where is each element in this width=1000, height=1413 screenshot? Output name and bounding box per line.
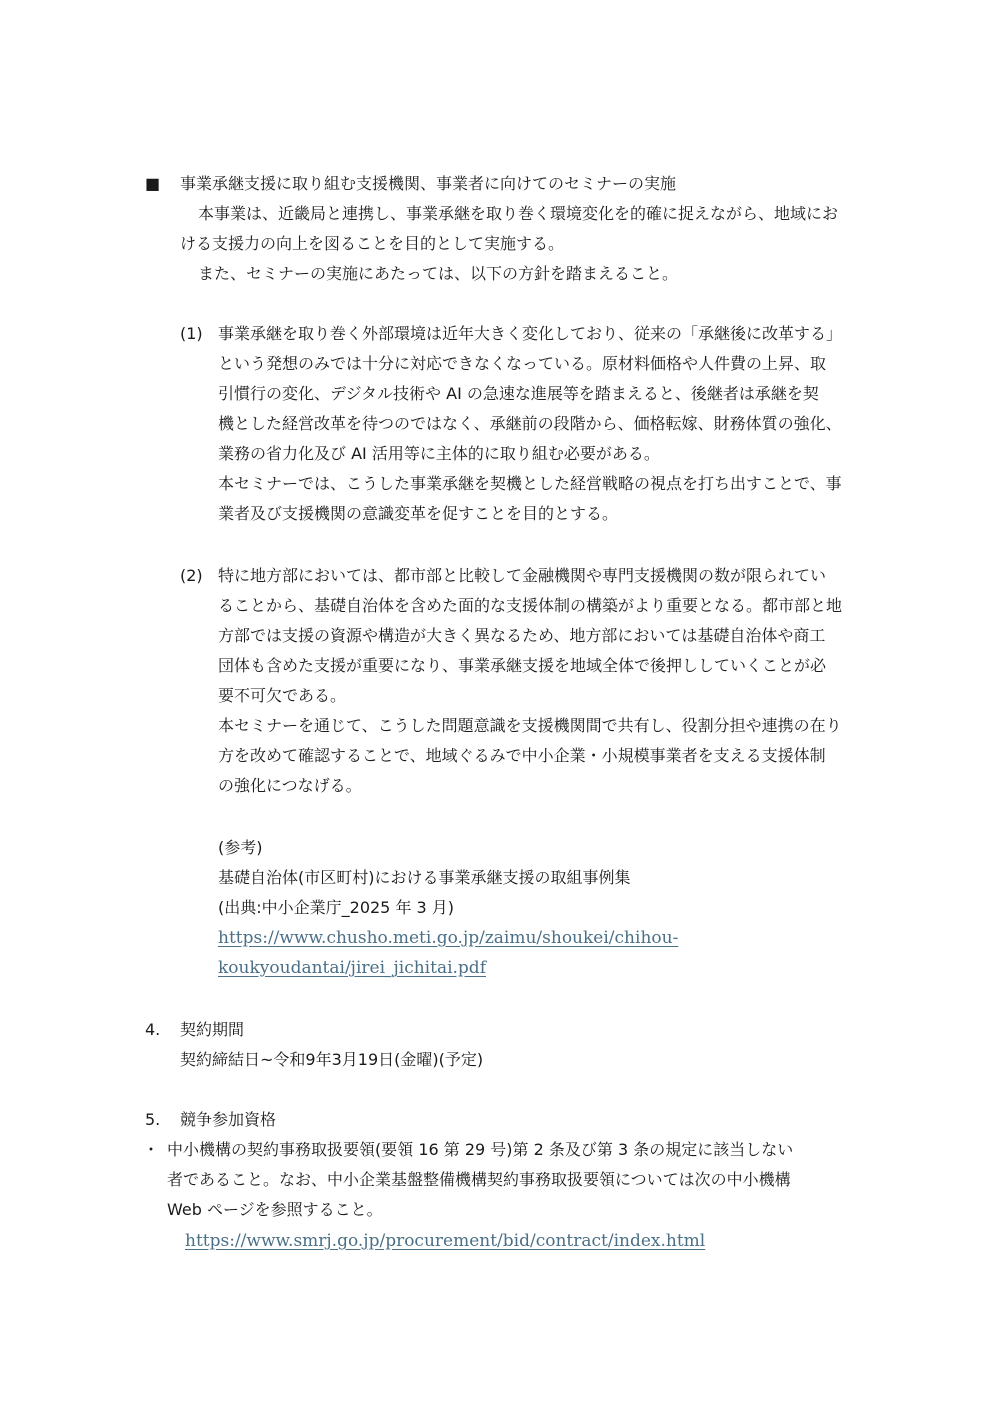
item2-line-8: の強化につなげる。 bbox=[218, 776, 362, 795]
section4-heading: 契約期間 bbox=[180, 1020, 245, 1039]
item2-line-6: 本セミナーを通じて、こうした問題意識を支援機関間で共有し、役割分担や連携の在り bbox=[218, 716, 842, 735]
contract-period-text: 契約締結日~令和9年3月19日(金曜)(予定) bbox=[180, 1050, 484, 1069]
item2-line-7: 方を改めて確認することで、地域ぐるみで中小企業・小規模事業者を支える支援体制 bbox=[218, 746, 826, 765]
item2-line-4: 団体も含めた支援が重要になり、事業承継支援を地域全体で後押ししていくことが必 bbox=[218, 656, 827, 675]
item1-line-5: 業務の省力化及び AI 活用等に主体的に取り組む必要がある。 bbox=[218, 444, 660, 463]
intro-line-1: 本事業は、近畿局と連携し、事業承継を取り巻く環境変化を的確に捉えながら、地域にお bbox=[198, 204, 839, 223]
item1-line-4: 機とした経営改革を待つのではなく、承継前の段階から、価格転嫁、財務体質の強化、 bbox=[218, 414, 842, 433]
item1-line-2: という発想のみでは十分に対応できなくなっている。原材料価格や人件費の上昇、取 bbox=[218, 354, 827, 373]
item1-marker: (1) bbox=[180, 324, 203, 343]
reference-link-part-1[interactable]: https://www.chusho.meti.go.jp/zaimu/shoukei/chihou- bbox=[218, 928, 679, 948]
reference-link-part-2[interactable]: koukyoudantai/jirei_jichitai.pdf bbox=[218, 958, 486, 978]
item2-marker: (2) bbox=[180, 566, 203, 585]
eligibility-line-2: 者であること。なお、中小企業基盤整備機構契約事務取扱要領については次の中小機構 bbox=[167, 1170, 791, 1189]
seminar-heading: 事業承継支援に取り組む支援機関、事業者に向けてのセミナーの実施 bbox=[180, 174, 677, 193]
reference-label: (参考) bbox=[218, 838, 263, 857]
section5-heading: 競争参加資格 bbox=[180, 1110, 277, 1129]
contract-rules-link[interactable]: https://www.smrj.go.jp/procurement/bid/contract/index.html bbox=[185, 1231, 706, 1251]
item1-line-3: 引慣行の変化、デジタル技術や AI の急速な進展等を踏まえると、後継者は承継を契 bbox=[218, 384, 819, 403]
intro-line-3: また、セミナーの実施にあたっては、以下の方針を踏まえること。 bbox=[198, 264, 679, 283]
item1-line-7: 業者及び支援機関の意識変革を促すことを目的とする。 bbox=[218, 504, 619, 523]
square-bullet-icon: ■ bbox=[145, 174, 161, 193]
reference-source: (出典:中小企業庁_2025 年 3 月) bbox=[218, 898, 455, 917]
item1-line-1: 事業承継を取り巻く外部環境は近年大きく変化しており、従来の「承継後に改革する」 bbox=[218, 324, 843, 343]
reference-title: 基礎自治体(市区町村)における事業承継支援の取組事例集 bbox=[218, 868, 631, 887]
item1-line-6: 本セミナーでは、こうした事業承継を契機とした経営戦略の視点を打ち出すことで、事 bbox=[218, 474, 842, 493]
intro-line-2: ける支援力の向上を図ることを目的として実施する。 bbox=[180, 234, 565, 253]
item2-line-2: ることから、基礎自治体を含めた面的な支援体制の構築がより重要となる。都市部と地 bbox=[218, 596, 843, 615]
eligibility-line-1: 中小機構の契約事務取扱要領(要領 16 第 29 号)第 2 条及び第 3 条の規定に該当しない bbox=[167, 1140, 794, 1159]
dot-bullet-icon: ・ bbox=[143, 1140, 160, 1159]
item2-line-1: 特に地方部においては、都市部と比較して金融機関や専門支援機関の数が限られてい bbox=[218, 566, 827, 585]
section4-number: 4. bbox=[145, 1020, 161, 1039]
eligibility-line-3: Web ページを参照すること。 bbox=[167, 1200, 383, 1219]
item2-line-3: 方部では支援の資源や構造が大きく異なるため、地方部においては基礎自治体や商工 bbox=[218, 626, 826, 645]
section5-number: 5. bbox=[145, 1110, 161, 1129]
item2-line-5: 要不可欠である。 bbox=[218, 686, 347, 705]
